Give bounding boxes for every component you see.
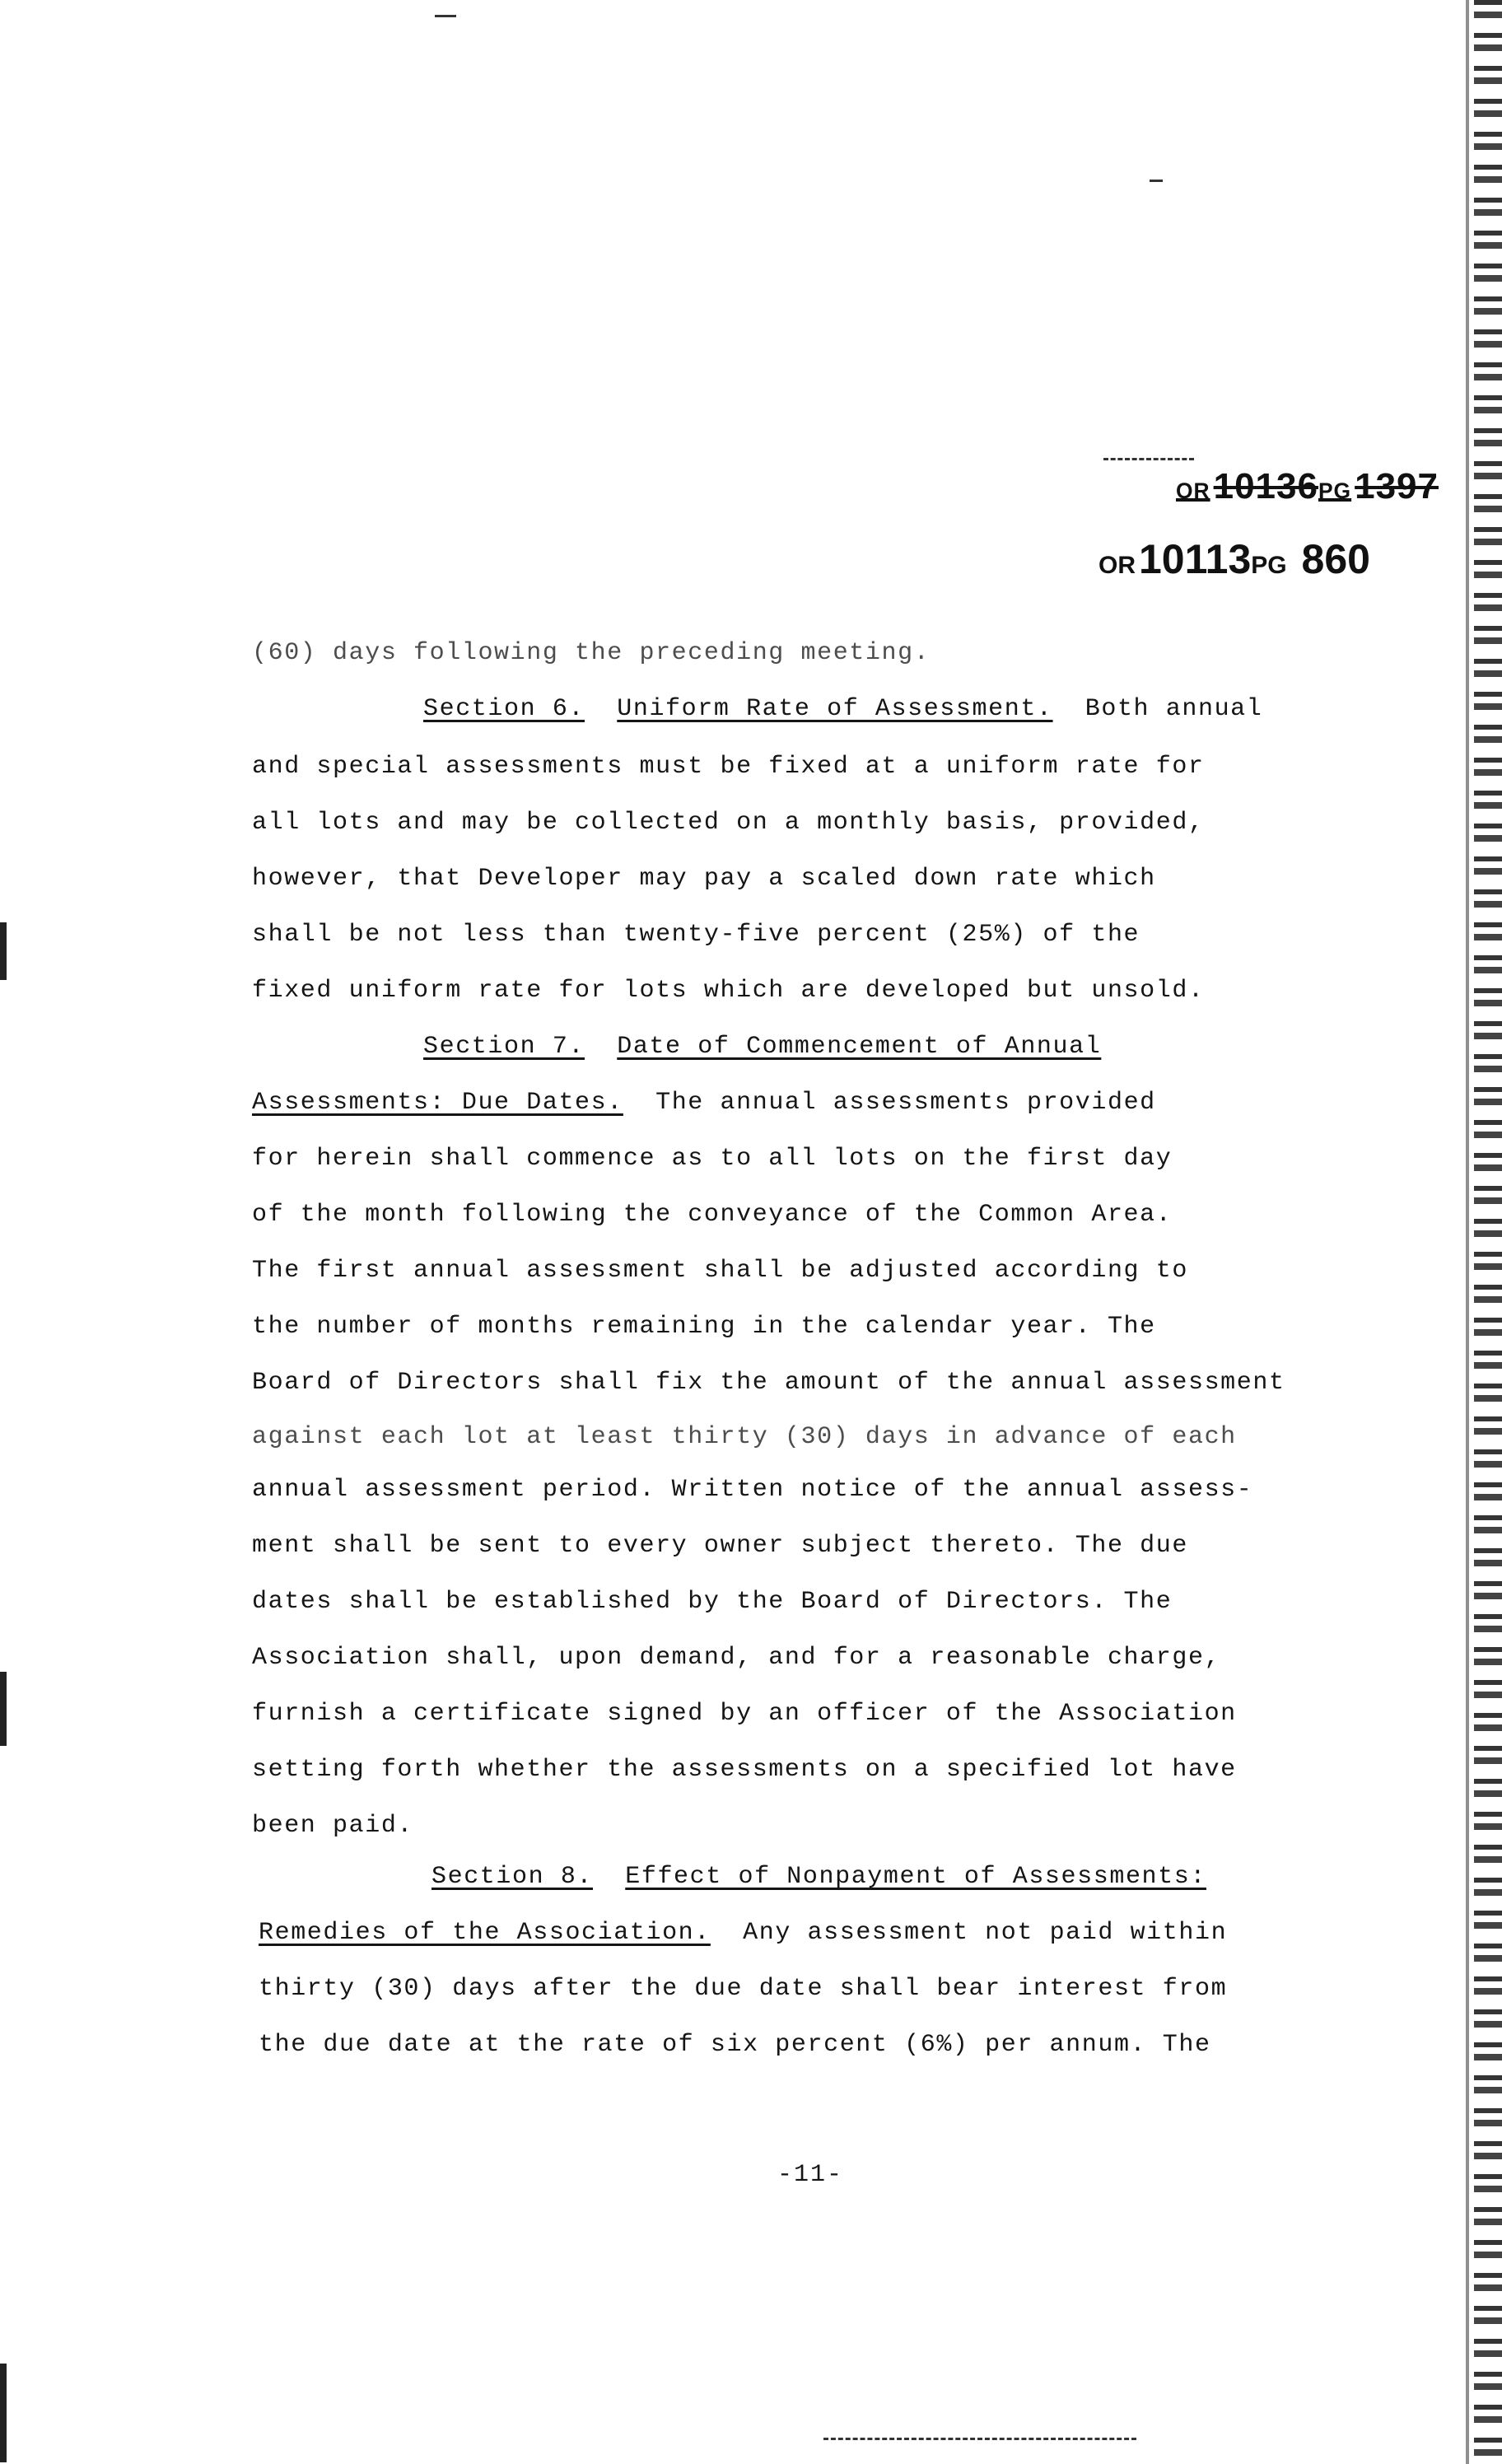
text: The annual assessments provided xyxy=(655,1089,1156,1117)
text-line: ment shall be sent to every owner subject thereto. The due xyxy=(252,1532,1188,1560)
text-line: for herein shall commence as to all lots on the first day xyxy=(252,1145,1173,1173)
text-line: furnish a certificate signed by an officer of the Association xyxy=(252,1700,1237,1728)
section-title: Date of Commencement of Annual xyxy=(617,1033,1102,1061)
text-line: the number of months remaining in the calendar year. The xyxy=(252,1313,1156,1341)
section-8-heading xyxy=(431,1863,1206,1891)
recording-stamp xyxy=(1099,535,1370,583)
section-8-heading-cont xyxy=(259,1919,1227,1947)
section-title: Remedies of the Association. xyxy=(259,1919,711,1947)
stamp-pg: PG xyxy=(1251,552,1287,579)
stamp-page: 1397 xyxy=(1355,466,1439,506)
text-line: setting forth whether the assessments on a specified lot have xyxy=(252,1756,1237,1784)
stamp-pg: PG xyxy=(1318,478,1352,503)
binding-edge-line xyxy=(1466,0,1469,2464)
stamp-prefix: OR xyxy=(1176,478,1210,503)
left-margin-mark xyxy=(0,922,7,980)
text-line: annual assessment period. Written notice of the annual assess- xyxy=(252,1476,1253,1504)
scan-speck xyxy=(1150,180,1163,182)
left-margin-mark xyxy=(0,1672,7,1746)
stamp-prefix: OR xyxy=(1099,552,1136,579)
text-line: The first annual assessment shall be adjusted according to xyxy=(252,1257,1188,1285)
stamp-book: 10136 xyxy=(1213,466,1318,506)
text-line: shall be not less than twenty-five percent (25%) of the xyxy=(252,921,1140,949)
text-line: of the month following the conveyance of the Common Area. xyxy=(252,1201,1173,1229)
section-label: Section 6. xyxy=(423,695,585,723)
section-6-heading xyxy=(423,695,1262,723)
stamp-book: 10113 xyxy=(1139,536,1252,582)
text-line: and special assessments must be fixed at a uniform rate for xyxy=(252,753,1205,781)
binding-edge xyxy=(1474,0,1502,2464)
text-line: thirty (30) days after the due date shall bear interest from xyxy=(259,1975,1228,2003)
text-line: all lots and may be collected on a monthly basis, provided, xyxy=(252,809,1205,837)
stamp-page: 860 xyxy=(1301,536,1370,582)
section-title: Assessments: Due Dates. xyxy=(252,1089,623,1117)
text-line: fixed uniform rate for lots which are developed but unsold. xyxy=(252,977,1205,1005)
text-line: however, that Developer may pay a scaled down rate which xyxy=(252,865,1156,893)
text: Both annual xyxy=(1085,695,1263,723)
scan-dashes xyxy=(1103,458,1194,463)
section-label: Section 8. xyxy=(431,1863,594,1891)
text-line: been paid. xyxy=(252,1812,414,1840)
text-line: Board of Directors shall fix the amount of the annual assessment xyxy=(252,1369,1285,1397)
text: Any assessment not paid within xyxy=(743,1919,1228,1947)
section-title: Effect of Nonpayment of Assessments: xyxy=(625,1863,1206,1891)
text-line: Association shall, upon demand, and for a reasonable charge, xyxy=(252,1644,1221,1672)
section-title: Uniform Rate of Assessment. xyxy=(617,695,1053,723)
scan-speck xyxy=(435,15,456,17)
section-7-heading-cont xyxy=(252,1089,1156,1117)
section-7-heading xyxy=(423,1033,1101,1061)
left-margin-mark xyxy=(0,2364,7,2462)
text-line: (60) days following the preceding meeting. xyxy=(252,639,931,667)
scan-dashes xyxy=(823,2438,1136,2443)
section-label: Section 7. xyxy=(423,1033,585,1061)
recording-stamp-struck xyxy=(1176,466,1439,507)
text-line: against each lot at least thirty (30) days in advance of each xyxy=(252,1423,1237,1451)
text-line: dates shall be established by the Board of Directors. The xyxy=(252,1588,1173,1616)
text-line: the due date at the rate of six percent (6%) per annum. The xyxy=(259,2031,1211,2059)
page-number: -11- xyxy=(777,2161,844,2189)
